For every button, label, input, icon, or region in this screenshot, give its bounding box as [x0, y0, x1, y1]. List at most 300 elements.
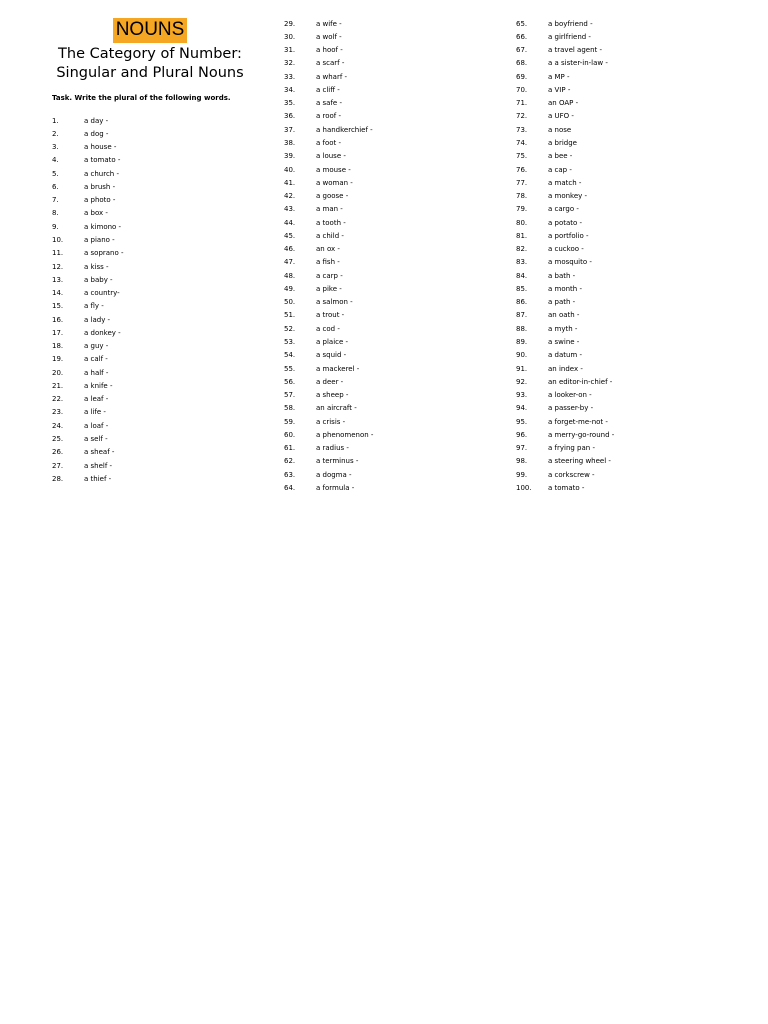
item-number: 72. — [516, 112, 528, 121]
item-word: a dog - — [84, 129, 109, 138]
list-item — [284, 150, 373, 163]
item-word: a boyfriend - — [548, 19, 593, 28]
list-item — [516, 70, 614, 83]
item-number: 69. — [516, 72, 528, 81]
item-number: 52. — [284, 324, 296, 333]
item-word: an aircraft - — [316, 404, 357, 413]
item-number: 68. — [516, 59, 528, 68]
item-number: 63. — [284, 470, 296, 479]
item-number: 13. — [52, 275, 64, 284]
item-number: 57. — [284, 391, 296, 400]
item-word: a terminus - — [316, 457, 359, 466]
item-number: 8. — [52, 209, 59, 218]
item-number: 16. — [52, 315, 64, 324]
word-column-2 — [284, 17, 373, 495]
item-number: 97. — [516, 444, 528, 453]
item-number: 61. — [284, 444, 296, 453]
list-item — [284, 428, 373, 441]
item-number: 70. — [516, 85, 528, 94]
list-item — [284, 309, 373, 322]
list-item — [52, 247, 124, 260]
item-word: a bee - — [548, 152, 573, 161]
word-column-1 — [52, 114, 124, 485]
item-word: a foot - — [316, 139, 342, 148]
item-word: a path - — [548, 298, 576, 307]
item-number: 51. — [284, 311, 296, 320]
item-number: 7. — [52, 196, 59, 205]
item-number: 10. — [52, 236, 64, 245]
item-word: a bridge — [548, 139, 577, 148]
item-number: 67. — [516, 46, 528, 55]
list-item — [52, 459, 124, 472]
list-item — [516, 415, 614, 428]
list-item — [52, 379, 124, 392]
item-word: a cuckoo - — [548, 245, 584, 254]
title-line-2: Singular and Plural Nouns — [56, 65, 244, 81]
list-item — [516, 269, 614, 282]
item-word: a forget-me-not - — [548, 417, 608, 426]
list-item — [284, 269, 373, 282]
item-number: 88. — [516, 324, 528, 333]
item-word: an oath - — [548, 311, 580, 320]
item-word: a dogma - — [316, 470, 352, 479]
item-number: 83. — [516, 258, 528, 267]
item-word: a month - — [548, 284, 582, 293]
item-word: a safe - — [316, 99, 342, 108]
list-item — [516, 176, 614, 189]
item-word: a cliff - — [316, 85, 340, 94]
item-word: a crisis - — [316, 417, 346, 426]
item-number: 79. — [516, 205, 528, 214]
item-word: a house - — [84, 143, 117, 152]
list-item — [284, 282, 373, 295]
list-item — [284, 189, 373, 202]
item-number: 96. — [516, 430, 528, 439]
item-word: a hoof - — [316, 46, 343, 55]
list-item — [516, 150, 614, 163]
item-word: a scarf - — [316, 59, 345, 68]
item-word: a half - — [84, 368, 109, 377]
item-number: 77. — [516, 178, 528, 187]
list-item — [52, 393, 124, 406]
item-number: 9. — [52, 222, 59, 231]
item-word: a portfolio - — [548, 231, 589, 240]
list-item — [516, 349, 614, 362]
task-instruction: Task. Write the plural of the following words. — [52, 94, 231, 102]
item-number: 58. — [284, 404, 296, 413]
list-item — [516, 481, 614, 494]
item-word: an OAP - — [548, 99, 579, 108]
item-word: a loaf - — [84, 421, 109, 430]
item-number: 20. — [52, 368, 64, 377]
item-number: 17. — [52, 328, 64, 337]
list-item — [284, 322, 373, 335]
item-number: 38. — [284, 139, 296, 148]
item-number: 39. — [284, 152, 296, 161]
item-word: a thief - — [84, 474, 112, 483]
item-word: a guy - — [84, 342, 109, 351]
item-word: a mouse - — [316, 165, 351, 174]
item-word: a MP - — [548, 72, 570, 81]
item-word: a cap - — [548, 165, 572, 174]
item-number: 40. — [284, 165, 296, 174]
item-word: a swine - — [548, 338, 580, 346]
item-number: 26. — [52, 448, 64, 457]
list-item — [52, 207, 124, 220]
item-number: 71. — [516, 99, 528, 108]
nouns-badge: NOUNS — [113, 18, 188, 43]
item-number: 55. — [284, 364, 296, 373]
list-item — [52, 366, 124, 379]
item-number: 3. — [52, 143, 59, 152]
item-word: a calf - — [84, 355, 108, 364]
list-item — [284, 70, 373, 83]
list-item — [52, 141, 124, 154]
item-word: a donkey - — [84, 328, 121, 337]
item-word: a kimono - — [84, 222, 122, 231]
list-item — [284, 123, 373, 136]
item-number: 87. — [516, 311, 528, 320]
list-item — [52, 326, 124, 339]
item-word: a knife - — [84, 381, 113, 390]
item-word: a cargo - — [548, 205, 579, 214]
item-word: a wharf - — [316, 72, 348, 81]
item-number: 19. — [52, 355, 64, 364]
item-number: 93. — [516, 391, 528, 400]
list-item — [284, 163, 373, 176]
list-item — [284, 481, 373, 494]
item-number: 62. — [284, 457, 296, 466]
list-item — [284, 203, 373, 216]
item-number: 11. — [52, 249, 64, 258]
item-word: a potato - — [548, 218, 583, 227]
list-item — [52, 273, 124, 286]
item-number: 6. — [52, 182, 59, 191]
worksheet-header — [40, 18, 260, 83]
item-number: 99. — [516, 470, 528, 479]
list-item — [52, 340, 124, 353]
item-number: 45. — [284, 231, 296, 240]
list-item — [516, 243, 614, 256]
item-word: a looker-on - — [548, 391, 592, 400]
item-word: a church - — [84, 169, 119, 178]
item-word: a monkey - — [548, 192, 588, 201]
list-item — [516, 388, 614, 401]
list-item — [516, 229, 614, 242]
list-item — [516, 123, 614, 136]
item-word: a baby - — [84, 275, 113, 284]
list-item — [516, 296, 614, 309]
item-number: 28. — [52, 474, 64, 483]
item-number: 18. — [52, 342, 64, 351]
item-word: a match - — [548, 178, 582, 187]
list-item — [516, 402, 614, 415]
list-item — [516, 57, 614, 70]
item-number: 81. — [516, 231, 528, 240]
list-item — [52, 353, 124, 366]
item-word: a box - — [84, 209, 108, 218]
item-number: 4. — [52, 156, 59, 165]
item-number: 64. — [284, 483, 296, 492]
list-item — [516, 455, 614, 468]
item-number: 73. — [516, 125, 528, 134]
item-number: 48. — [284, 271, 296, 280]
item-word: a kiss - — [84, 262, 109, 271]
item-number: 85. — [516, 284, 528, 293]
item-number: 42. — [284, 192, 296, 201]
item-number: 59. — [284, 417, 296, 426]
item-number: 76. — [516, 165, 528, 174]
item-word: a mosquito - — [548, 258, 592, 267]
list-item — [52, 260, 124, 273]
item-word: a corkscrew - — [548, 470, 595, 479]
item-word: a wife - — [316, 19, 342, 28]
list-item — [516, 136, 614, 149]
item-word: a passer-by - — [548, 404, 594, 413]
item-word: a lady - — [84, 315, 111, 324]
item-word: a mackerel - — [316, 364, 360, 373]
item-number: 95. — [516, 417, 528, 426]
item-number: 31. — [284, 46, 296, 55]
item-word: a pike - — [316, 284, 342, 293]
list-item — [516, 468, 614, 481]
item-number: 43. — [284, 205, 296, 214]
item-number: 100. — [516, 483, 532, 492]
item-word: a tomato - — [548, 483, 585, 492]
item-word: a self - — [84, 435, 108, 443]
list-item — [284, 229, 373, 242]
list-item — [284, 455, 373, 468]
list-item — [52, 154, 124, 167]
item-number: 90. — [516, 351, 528, 360]
list-item — [284, 136, 373, 149]
item-number: 92. — [516, 377, 528, 386]
item-word: a squid - — [316, 351, 347, 360]
item-number: 12. — [52, 262, 64, 271]
list-item — [284, 349, 373, 362]
item-number: 41. — [284, 178, 296, 187]
list-item — [52, 472, 124, 485]
item-number: 66. — [516, 32, 528, 41]
item-word: a child - — [316, 231, 344, 240]
item-word: a tomato - — [84, 156, 121, 165]
item-word: a louse - — [316, 152, 346, 161]
item-word: a salmon - — [316, 298, 353, 307]
item-word: a UFO - — [548, 112, 574, 121]
item-word: a bath - — [548, 271, 576, 280]
item-number: 94. — [516, 404, 528, 413]
list-item — [516, 17, 614, 30]
list-item — [52, 114, 124, 127]
item-number: 23. — [52, 408, 64, 417]
list-item — [516, 83, 614, 96]
list-item — [516, 110, 614, 123]
item-number: 30. — [284, 32, 296, 41]
item-word: a soprano - — [84, 249, 124, 258]
item-number: 33. — [284, 72, 296, 81]
list-item — [52, 233, 124, 246]
list-item — [516, 163, 614, 176]
item-number: 84. — [516, 271, 528, 280]
list-item — [516, 189, 614, 202]
item-number: 74. — [516, 139, 528, 148]
list-item — [284, 97, 373, 110]
item-word: a brush - — [84, 182, 116, 191]
list-item — [516, 282, 614, 295]
item-number: 54. — [284, 351, 296, 360]
list-item — [284, 442, 373, 455]
list-item — [516, 322, 614, 335]
item-number: 60. — [284, 430, 296, 439]
list-item — [284, 110, 373, 123]
item-number: 1. — [52, 116, 59, 125]
item-word: a tooth - — [316, 218, 346, 227]
list-item — [284, 30, 373, 43]
list-item — [52, 220, 124, 233]
item-word: a deer - — [316, 377, 344, 386]
list-item — [284, 44, 373, 57]
list-item — [284, 468, 373, 481]
item-number: 37. — [284, 125, 296, 134]
item-word: a roof - — [316, 112, 342, 121]
item-number: 21. — [52, 381, 64, 390]
item-word: a sheaf - — [84, 448, 115, 457]
list-item — [284, 243, 373, 256]
item-number: 2. — [52, 129, 59, 138]
list-item — [284, 402, 373, 415]
list-item — [52, 419, 124, 432]
list-item — [284, 17, 373, 30]
list-item — [516, 375, 614, 388]
list-item — [52, 406, 124, 419]
item-word: a myth - — [548, 324, 578, 333]
list-item — [52, 167, 124, 180]
list-item — [52, 286, 124, 299]
item-word: a life - — [84, 408, 106, 417]
item-word: a sheep - — [316, 391, 349, 400]
item-number: 15. — [52, 302, 64, 311]
list-item — [284, 296, 373, 309]
word-column-3 — [516, 17, 614, 495]
item-word: a piano - — [84, 236, 115, 245]
item-word: a photo - — [84, 196, 116, 205]
item-number: 80. — [516, 218, 528, 227]
item-number: 5. — [52, 169, 59, 178]
list-item — [284, 176, 373, 189]
item-number: 49. — [284, 284, 296, 293]
item-number: 98. — [516, 457, 528, 466]
item-word: a travel agent - — [548, 46, 603, 55]
item-number: 34. — [284, 85, 296, 94]
item-number: 27. — [52, 461, 64, 470]
item-word: a fly - — [84, 302, 104, 311]
list-item — [52, 300, 124, 313]
list-item — [284, 415, 373, 428]
item-number: 47. — [284, 258, 296, 267]
item-number: 86. — [516, 298, 528, 307]
item-word: a a sister-in-law - — [548, 59, 608, 68]
list-item — [284, 216, 373, 229]
list-item — [516, 362, 614, 375]
item-word: a radius - — [316, 444, 349, 453]
item-number: 78. — [516, 192, 528, 201]
list-item — [516, 442, 614, 455]
title-line-1: The Category of Number: — [58, 46, 242, 62]
item-number: 29. — [284, 19, 296, 28]
item-number: 14. — [52, 289, 64, 298]
item-number: 89. — [516, 338, 528, 346]
item-number: 22. — [52, 395, 64, 404]
list-item — [516, 309, 614, 322]
list-item — [52, 180, 124, 193]
item-word: a nose — [548, 125, 572, 134]
item-word: a plaice - — [316, 338, 349, 346]
item-number: 82. — [516, 245, 528, 254]
list-item — [52, 194, 124, 207]
item-word: a leaf - — [84, 395, 109, 404]
list-item — [516, 30, 614, 43]
list-item — [516, 44, 614, 57]
item-word: a trout - — [316, 311, 345, 320]
item-number: 65. — [516, 19, 528, 28]
list-item — [516, 335, 614, 348]
item-word: a woman - — [316, 178, 353, 187]
list-item — [284, 388, 373, 401]
item-word: a phenomenon - — [316, 430, 374, 439]
item-word: a country- — [84, 289, 120, 298]
list-item — [516, 97, 614, 110]
list-item — [284, 57, 373, 70]
item-number: 35. — [284, 99, 296, 108]
item-word: a carp - — [316, 271, 343, 280]
item-word: a day - — [84, 116, 109, 125]
item-word: an ox - — [316, 245, 340, 254]
list-item — [284, 362, 373, 375]
item-number: 91. — [516, 364, 528, 373]
item-word: a man - — [316, 205, 343, 214]
item-word: a formula - — [316, 483, 355, 492]
item-word: a fish - — [316, 258, 340, 267]
item-word: a merry-go-round - — [548, 430, 615, 439]
item-word: an editor-in-chief - — [548, 377, 613, 386]
item-word: a datum - — [548, 351, 582, 360]
item-number: 36. — [284, 112, 296, 121]
list-item — [52, 127, 124, 140]
item-word: a shelf - — [84, 461, 113, 470]
item-word: a goose - — [316, 192, 349, 201]
item-number: 46. — [284, 245, 296, 254]
list-item — [516, 216, 614, 229]
item-word: a frying pan - — [548, 444, 595, 453]
item-word: a handkerchief - — [316, 125, 373, 134]
item-word: a wolf - — [316, 32, 342, 41]
list-item — [52, 446, 124, 459]
item-number: 53. — [284, 338, 296, 346]
list-item — [52, 432, 124, 445]
list-item — [284, 375, 373, 388]
item-word: a cod - — [316, 324, 340, 333]
item-word: an index - — [548, 364, 583, 373]
item-number: 75. — [516, 152, 528, 161]
item-number: 25. — [52, 435, 64, 443]
list-item — [516, 428, 614, 441]
list-item — [516, 256, 614, 269]
item-number: 56. — [284, 377, 296, 386]
item-number: 24. — [52, 421, 64, 430]
item-number: 44. — [284, 218, 296, 227]
list-item — [284, 256, 373, 269]
item-word: a steering wheel - — [548, 457, 611, 466]
